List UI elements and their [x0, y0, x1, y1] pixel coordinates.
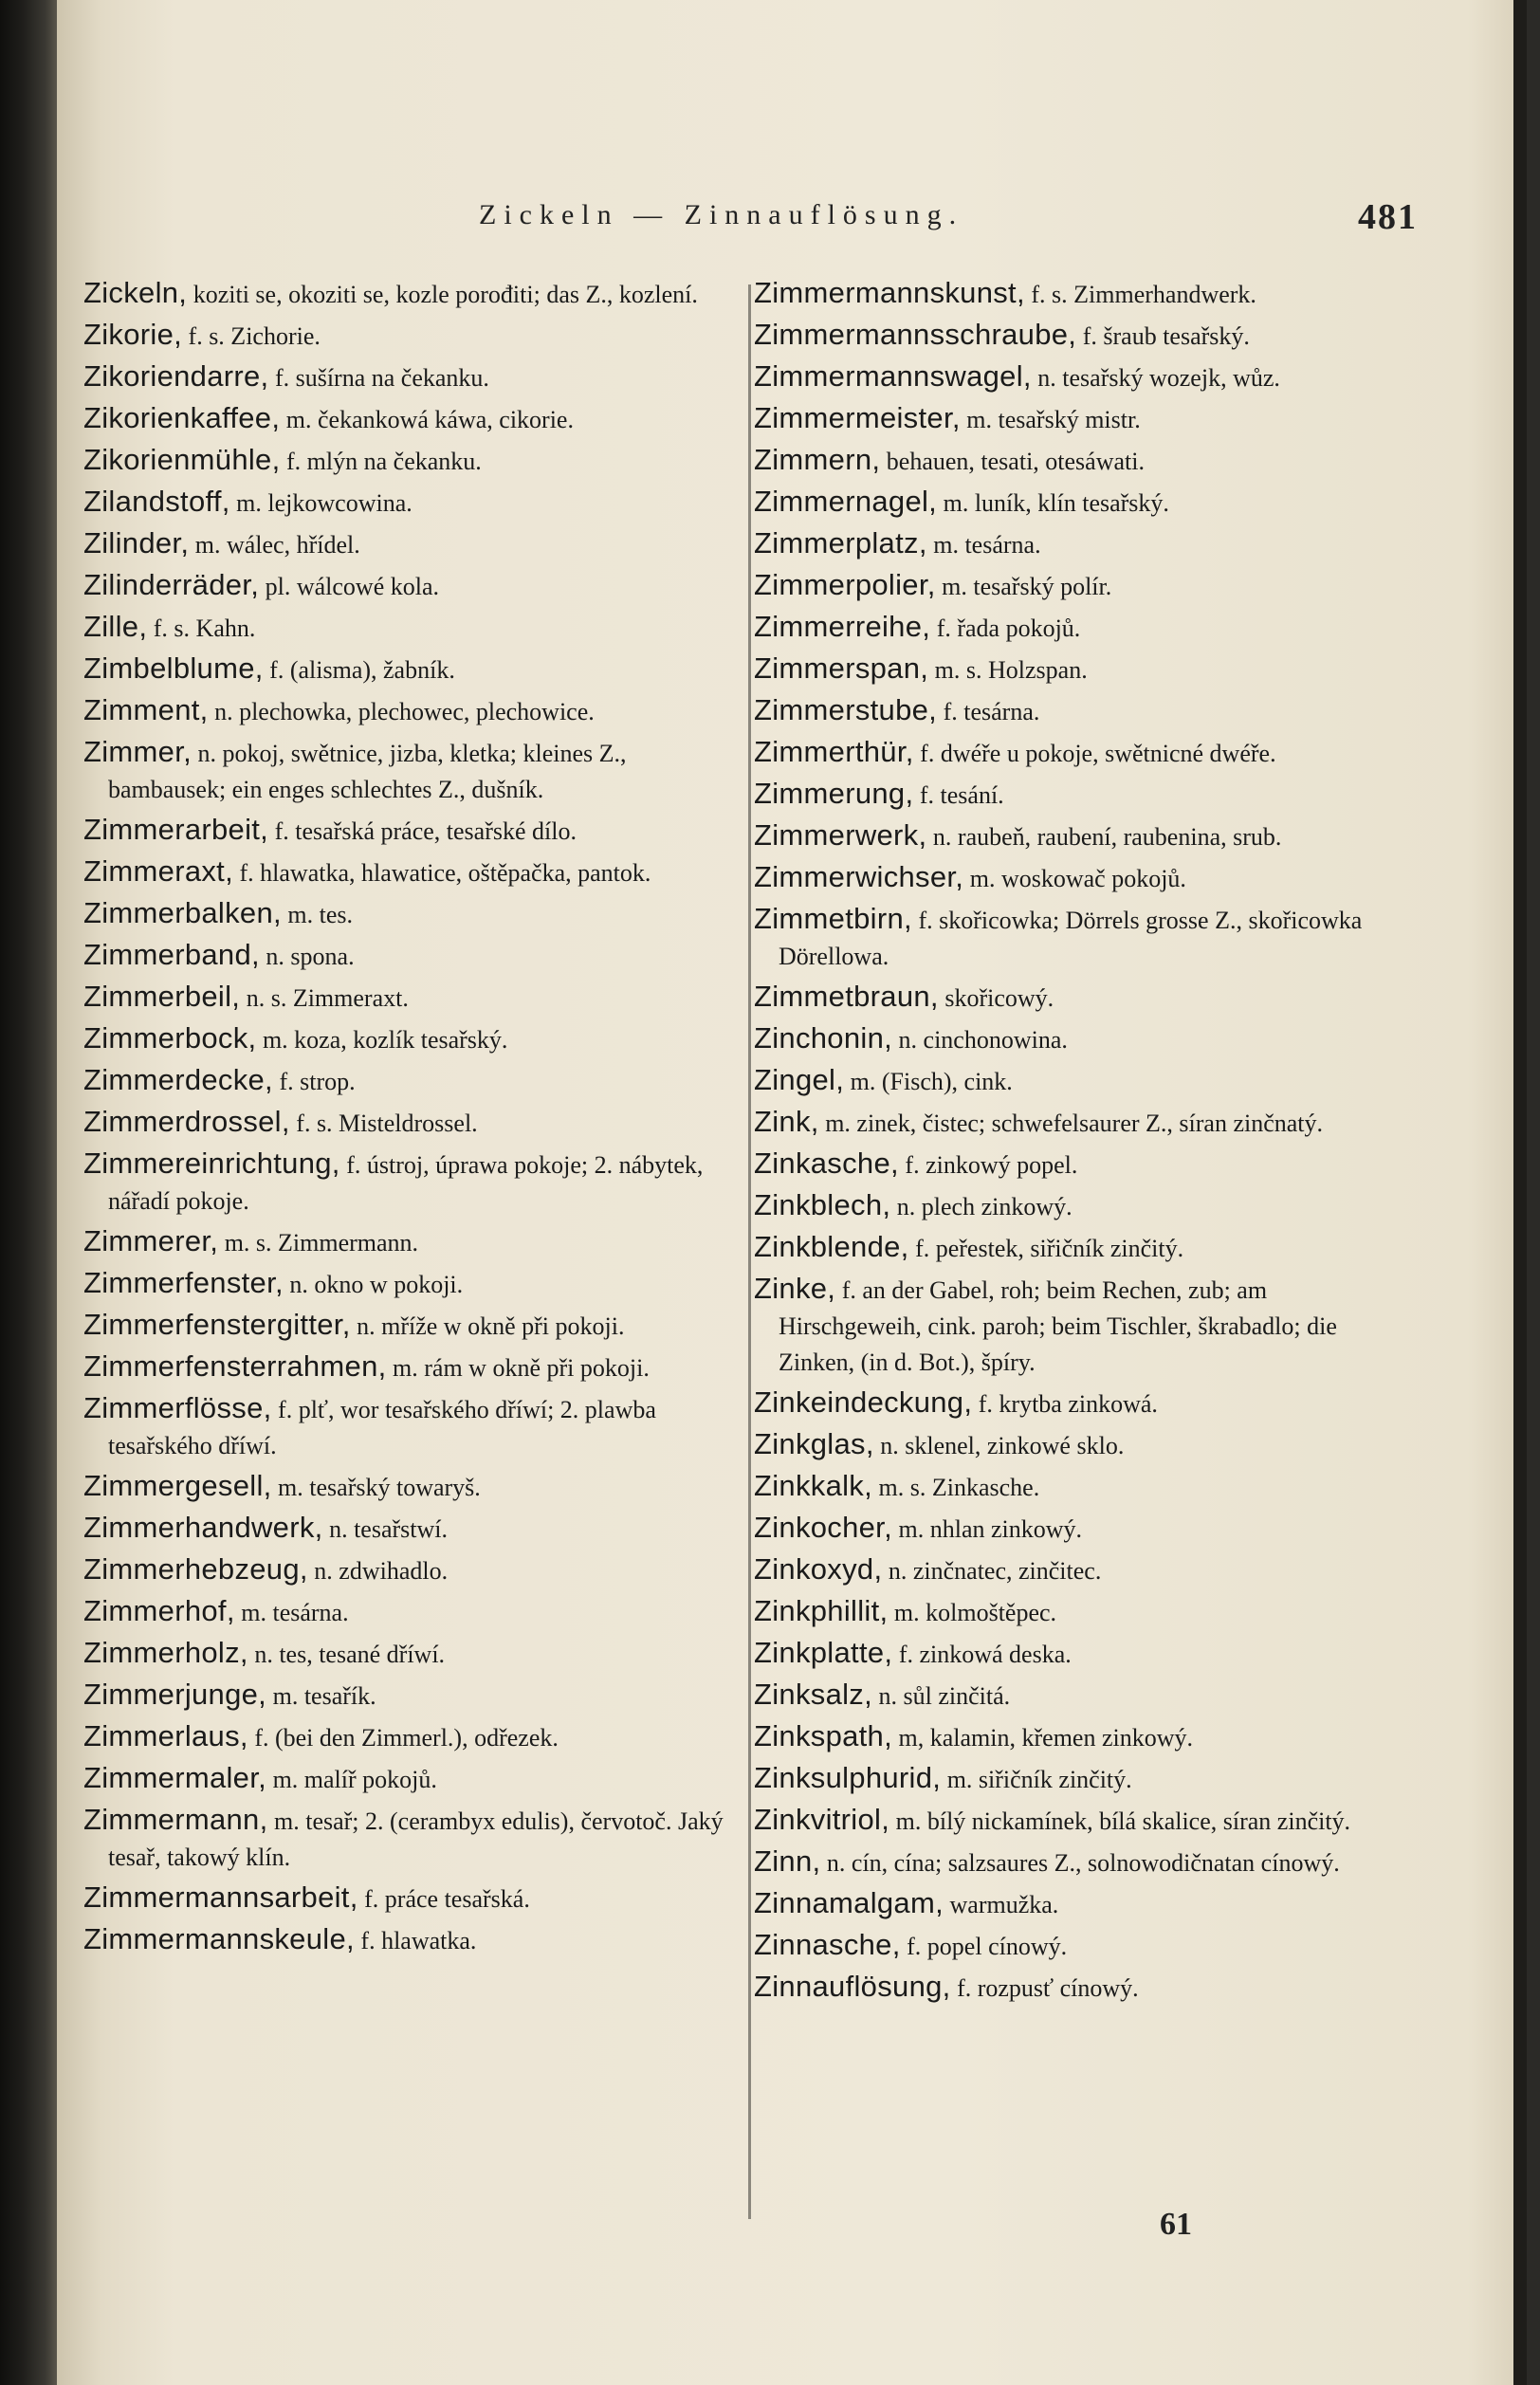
dictionary-entry — [754, 901, 1394, 975]
dictionary-entry — [83, 275, 724, 313]
dictionary-entry — [754, 1426, 1394, 1464]
dictionary-entry — [754, 1927, 1394, 1965]
entry-definition: m. wálec, hřídel. — [194, 531, 360, 559]
entry-headword: Zinkphillit, — [754, 1594, 889, 1627]
entry-headword: Zikorienmühle, — [83, 443, 281, 476]
dictionary-entry — [754, 1062, 1394, 1100]
entry-definition: f. řada pokojů. — [936, 615, 1081, 642]
entry-headword: Zimmerbock, — [83, 1021, 257, 1055]
dictionary-entry — [754, 1593, 1394, 1631]
entry-definition: m. nhlan zinkowý. — [898, 1515, 1083, 1543]
dictionary-entry — [754, 484, 1394, 522]
entry-headword: Zille, — [83, 610, 148, 643]
entry-definition: f. hlawatka. — [360, 1927, 477, 1954]
entry-headword: Zimmerthür, — [754, 735, 914, 768]
dictionary-entry — [754, 692, 1394, 730]
entry-headword: Zimmermannswagel, — [754, 359, 1032, 393]
entry-headword: Zimmerbeil, — [83, 980, 241, 1013]
dictionary-entry — [754, 979, 1394, 1017]
right-column — [754, 275, 1394, 2010]
entry-definition: f. s. Misteldrossel. — [296, 1110, 478, 1137]
entry-definition: f. práce tesařská. — [364, 1885, 530, 1913]
entry-headword: Zimmermannskeule, — [83, 1922, 355, 1955]
entry-headword: Zimmermeister, — [754, 401, 961, 434]
entry-definition: koziti se, okoziti se, kozle porođiti; das Z., kozlení. — [192, 281, 698, 308]
entry-definition: f. strop. — [279, 1068, 356, 1095]
entry-headword: Zimmermannsschraube, — [754, 318, 1077, 351]
entry-definition: m. tesařský mistr. — [966, 406, 1141, 433]
entry-definition: n. tes, tesané dříwí. — [254, 1641, 446, 1668]
entry-definition: f. zinkowá deska. — [898, 1641, 1072, 1668]
book-spine-shadow — [0, 0, 57, 2385]
entry-definition: m. s. Zinkasche. — [878, 1474, 1040, 1501]
entry-definition: f. zinkowý popel. — [905, 1151, 1078, 1179]
entry-headword: Zinkkalk, — [754, 1469, 873, 1502]
entry-headword: Zinkblech, — [754, 1188, 891, 1221]
dictionary-entry — [83, 812, 724, 850]
entry-headword: Zimmermannsarbeit, — [83, 1880, 358, 1914]
entry-definition: f. skořicowka; Dörrels grosse Z., skořicowka Dörellowa. — [779, 907, 1363, 970]
dictionary-entry — [83, 1551, 724, 1589]
entry-headword: Zimmermann, — [83, 1803, 268, 1836]
entry-definition: m. tesařík. — [272, 1682, 376, 1710]
entry-headword: Zinkblende, — [754, 1230, 909, 1263]
entry-definition: f. s. Zichorie. — [188, 322, 321, 350]
entry-definition: f. dwéře u pokoje, swětnicné dwéře. — [920, 740, 1276, 767]
entry-headword: Zimmerpolier, — [754, 568, 936, 601]
dictionary-entry — [754, 275, 1394, 313]
entry-definition: f. s. Zimmerhandwerk. — [1031, 281, 1256, 308]
entry-definition: f. popel cínowý. — [907, 1933, 1068, 1960]
dictionary-entry — [754, 567, 1394, 605]
dictionary-entry — [83, 525, 724, 563]
entry-definition: n. plechowka, plechowec, plechowice. — [214, 698, 595, 725]
entry-definition: f. šraub tesařský. — [1082, 322, 1250, 350]
entry-definition: f. (alisma), žabník. — [269, 656, 455, 684]
entry-definition: skořicowý. — [944, 984, 1054, 1012]
entry-definition: n. plech zinkowý. — [896, 1193, 1072, 1220]
entry-definition: n. okno w pokoji. — [289, 1271, 464, 1298]
dictionary-entry — [83, 1677, 724, 1715]
entry-definition: n. cín, cína; salzsaures Z., solnowodičnatan cínowý. — [826, 1849, 1340, 1877]
dictionary-entry — [754, 525, 1394, 563]
dictionary-entry — [754, 1020, 1394, 1058]
page-number: 481 — [1358, 197, 1418, 237]
entry-headword: Zimmerband, — [83, 938, 260, 971]
entry-definition: f. s. Kahn. — [153, 615, 256, 642]
entry-definition: m. woskowač pokojů. — [969, 865, 1186, 892]
entry-definition: m. s. Holzspan. — [934, 656, 1088, 684]
entry-headword: Zimmereinrichtung, — [83, 1147, 340, 1180]
entry-headword: Zimbelblume, — [83, 651, 264, 685]
dictionary-entry — [83, 1390, 724, 1464]
entry-headword: Zimmerreihe, — [754, 610, 931, 643]
entry-headword: Zickeln, — [83, 276, 188, 309]
entry-definition: f. an der Gabel, roh; beim Rechen, zub; am Hirschgeweih, cink. paroh; beim Tischler, škrabadlo; die Zinken, (in d. Bot.), špíry. — [779, 1276, 1337, 1376]
entry-definition: f. peřestek, siřičník zinčitý. — [915, 1235, 1184, 1262]
dictionary-entry — [83, 484, 724, 522]
dictionary-entry — [754, 1385, 1394, 1422]
dictionary-entry — [83, 1593, 724, 1631]
entry-headword: Zimmerfensterrahmen, — [83, 1349, 387, 1383]
dictionary-entry — [83, 1921, 724, 1959]
dictionary-entry — [754, 1468, 1394, 1506]
entry-definition: m. (Fisch), cink. — [850, 1068, 1013, 1095]
dictionary-entry — [83, 1146, 724, 1220]
left-column — [83, 275, 724, 1963]
entry-headword: Zinchonin, — [754, 1021, 893, 1055]
entry-definition: m. tesárna. — [933, 531, 1041, 559]
entry-definition: m. kolmoštěpec. — [893, 1599, 1057, 1626]
entry-headword: Zimmerdecke, — [83, 1063, 273, 1096]
entry-headword: Zimmerwichser, — [754, 860, 964, 893]
entry-definition: n. zdwihadlo. — [314, 1557, 449, 1585]
entry-definition: n. zinčnatec, zinčitec. — [888, 1557, 1102, 1585]
entry-definition: m. tesárna. — [241, 1599, 349, 1626]
dictionary-entry — [754, 442, 1394, 480]
entry-headword: Zimmerstube, — [754, 693, 938, 726]
entry-headword: Zimmerwerk, — [754, 818, 927, 852]
dictionary-entry — [754, 734, 1394, 772]
entry-headword: Zimmerhof, — [83, 1594, 235, 1627]
entry-definition: f. tesání. — [919, 781, 1004, 809]
entry-headword: Zinnamalgam, — [754, 1886, 944, 1919]
entry-definition: f. plť, wor tesařského dříwí; 2. plawba tesařského dříwí. — [108, 1396, 656, 1459]
dictionary-entry — [83, 651, 724, 688]
dictionary-entry — [83, 567, 724, 605]
entry-definition: n. sůl zinčitá. — [878, 1682, 1011, 1710]
column-divider — [748, 284, 751, 2219]
dictionary-entry — [754, 1510, 1394, 1548]
dictionary-entry — [754, 609, 1394, 647]
entry-definition: m. bílý nickamínek, bílá skalice, síran zinčitý. — [895, 1807, 1351, 1835]
dictionary-entry — [754, 1229, 1394, 1267]
entry-headword: Zinnauflösung, — [754, 1970, 951, 2003]
entry-headword: Zimmerjunge, — [83, 1678, 267, 1711]
entry-definition: n. tesařstwí. — [329, 1515, 448, 1543]
entry-headword: Zimmerfenster, — [83, 1266, 284, 1299]
dictionary-entry — [754, 776, 1394, 814]
entry-definition: f. ústroj, úprawa pokoje; 2. nábytek, nářadí pokoje. — [108, 1151, 704, 1215]
entry-headword: Zimmerung, — [754, 777, 914, 810]
dictionary-entry — [83, 1307, 724, 1345]
entry-headword: Zimmerplatz, — [754, 526, 927, 560]
entry-headword: Zimmerspan, — [754, 651, 929, 685]
entry-definition: m. tesařský towaryš. — [278, 1474, 481, 1501]
entry-headword: Zikorie, — [83, 318, 183, 351]
entry-headword: Zinkasche, — [754, 1147, 899, 1180]
dictionary-entry — [83, 609, 724, 647]
dictionary-entry — [83, 358, 724, 396]
entry-headword: Zimmern, — [754, 443, 881, 476]
entry-definition: behauen, tesati, otesáwati. — [886, 448, 1145, 475]
entry-headword: Zilinderräder, — [83, 568, 260, 601]
entry-headword: Zinke, — [754, 1272, 836, 1305]
dictionary-entry — [754, 1635, 1394, 1673]
signature-mark: 61 — [1160, 2207, 1192, 2242]
entry-definition: m. čekankowá káwa, cikorie. — [285, 406, 574, 433]
entry-headword: Zimmer, — [83, 735, 192, 768]
entry-definition: n. tesařský wozejk, wůz. — [1037, 364, 1280, 392]
dictionary-entry — [83, 1265, 724, 1303]
dictionary-entry — [83, 1020, 724, 1058]
entry-headword: Zinksulphurid, — [754, 1761, 942, 1794]
entry-definition: n. spona. — [266, 943, 355, 970]
running-title: Zickeln — Zinnauflösung. — [479, 199, 964, 230]
entry-definition: f. hlawatka, hlawatice, oštěpačka, pantok. — [239, 859, 651, 887]
dictionary-entry — [83, 442, 724, 480]
dictionary-entry — [754, 1271, 1394, 1381]
entry-headword: Zimmerhebzeug, — [83, 1552, 308, 1586]
dictionary-entry — [83, 1802, 724, 1876]
entry-headword: Zilinder, — [83, 526, 190, 560]
dictionary-entry — [754, 1885, 1394, 1923]
entry-definition: m. luník, klín tesařský. — [943, 489, 1169, 517]
entry-definition: warmužka. — [949, 1891, 1059, 1918]
dictionary-entry — [754, 358, 1394, 396]
dictionary-entry — [83, 853, 724, 891]
entry-headword: Zimmeraxt, — [83, 854, 233, 888]
dictionary-entry — [754, 400, 1394, 438]
entry-headword: Zikorienkaffee, — [83, 401, 281, 434]
entry-headword: Zimmetbraun, — [754, 980, 939, 1013]
entry-headword: Zimmernagel, — [754, 485, 938, 518]
dictionary-entry — [83, 400, 724, 438]
entry-definition: m. koza, kozlík tesařský. — [262, 1026, 508, 1054]
entry-definition: m. tes. — [287, 901, 354, 928]
entry-definition: f. krytba zinkowá. — [978, 1390, 1158, 1418]
dictionary-entry — [83, 1468, 724, 1506]
entry-headword: Zinkvitriol, — [754, 1803, 890, 1836]
entry-headword: Zimmerholz, — [83, 1636, 248, 1669]
dictionary-entry — [754, 1677, 1394, 1715]
dictionary-entry — [754, 1844, 1394, 1881]
dictionary-entry — [754, 859, 1394, 897]
dictionary-entry — [83, 1510, 724, 1548]
entry-headword: Zimmerfenstergitter, — [83, 1308, 351, 1341]
entry-headword: Zinkplatte, — [754, 1636, 893, 1669]
entry-headword: Zimmerdrossel, — [83, 1105, 290, 1138]
dictionary-entry — [83, 317, 724, 355]
entry-definition: m. tesařský polír. — [942, 573, 1112, 600]
dictionary-entry — [754, 1969, 1394, 2007]
entry-definition: n. mříže w okně při pokoji. — [357, 1312, 625, 1340]
entry-definition: pl. wálcowé kola. — [265, 573, 440, 600]
entry-headword: Zimmerarbeit, — [83, 813, 269, 846]
entry-headword: Zinnasche, — [754, 1928, 901, 1961]
entry-headword: Zinkoxyd, — [754, 1552, 883, 1586]
dictionary-entry — [83, 734, 724, 808]
entry-headword: Zinkeindeckung, — [754, 1385, 973, 1419]
entry-headword: Zingel, — [754, 1063, 845, 1096]
entry-headword: Zimmerlaus, — [83, 1719, 248, 1752]
dictionary-entry — [754, 1718, 1394, 1756]
entry-definition: f. (bei den Zimmerl.), odřezek. — [254, 1724, 559, 1752]
dictionary-entry — [83, 937, 724, 975]
dictionary-entry — [83, 1718, 724, 1756]
entry-headword: Zinksalz, — [754, 1678, 873, 1711]
entry-headword: Zimment, — [83, 693, 209, 726]
dictionary-entry — [83, 895, 724, 933]
dictionary-entry — [754, 651, 1394, 688]
entry-headword: Zikoriendarre, — [83, 359, 269, 393]
entry-definition: m. siřičník zinčitý. — [946, 1766, 1132, 1793]
entry-definition: f. tesařská práce, tesařské dílo. — [274, 817, 577, 845]
entry-definition: f. tesárna. — [943, 698, 1040, 725]
dictionary-entry — [754, 1104, 1394, 1142]
entry-headword: Zimmermannskunst, — [754, 276, 1025, 309]
entry-definition: f. mlýn na čekanku. — [286, 448, 482, 475]
entry-definition: m. rám w okně při pokoji. — [393, 1354, 650, 1382]
dictionary-entry — [83, 1760, 724, 1798]
dictionary-entry — [754, 1551, 1394, 1589]
dictionary-page — [57, 0, 1527, 2385]
entry-definition: n. raubeň, raubení, raubenina, srub. — [932, 823, 1282, 851]
entry-headword: Zinkglas, — [754, 1427, 874, 1460]
entry-headword: Zinkspath, — [754, 1719, 893, 1752]
entry-headword: Zimmetbirn, — [754, 902, 912, 935]
entry-definition: f. rozpusť cínowý. — [957, 1974, 1139, 2002]
dictionary-entry — [83, 979, 724, 1017]
entry-definition: n. pokoj, swětnice, jizba, kletka; kleines Z., bambausek; ein enges schlechtes Z., dušník. — [108, 740, 627, 803]
dictionary-entry — [83, 1223, 724, 1261]
entry-headword: Zimmerbalken, — [83, 896, 282, 929]
dictionary-entry — [754, 1146, 1394, 1183]
entry-headword: Zimmergesell, — [83, 1469, 272, 1502]
entry-definition: m. malíř pokojů. — [272, 1766, 437, 1793]
entry-headword: Zimmerflösse, — [83, 1391, 272, 1424]
entry-headword: Zilandstoff, — [83, 485, 230, 518]
dictionary-entry — [83, 1635, 724, 1673]
entry-definition: f. sušírna na čekanku. — [274, 364, 489, 392]
entry-definition: m. lejkowcowina. — [236, 489, 412, 517]
entry-headword: Zimmermaler, — [83, 1761, 267, 1794]
entry-headword: Zinn, — [754, 1844, 821, 1878]
entry-definition: n. cinchonowina. — [898, 1026, 1068, 1054]
dictionary-entry — [83, 1880, 724, 1917]
entry-definition: m, kalamin, křemen zinkowý. — [898, 1724, 1193, 1752]
dictionary-entry — [83, 1062, 724, 1100]
dictionary-entry — [83, 692, 724, 730]
dictionary-entry — [754, 1802, 1394, 1840]
entry-headword: Zimmerhandwerk, — [83, 1511, 323, 1544]
dictionary-entry — [83, 1348, 724, 1386]
dictionary-entry — [754, 1187, 1394, 1225]
entry-definition: n. sklenel, zinkowé sklo. — [880, 1432, 1125, 1459]
entry-definition: m. s. Zimmermann. — [224, 1229, 419, 1257]
entry-headword: Zinkocher, — [754, 1511, 893, 1544]
entry-definition: m. zinek, čistec; schwefelsaurer Z., síran zinčnatý. — [825, 1110, 1324, 1137]
dictionary-entry — [83, 1104, 724, 1142]
dictionary-entry — [754, 1760, 1394, 1798]
dictionary-entry — [754, 317, 1394, 355]
page-edge-shadow — [1513, 0, 1527, 2385]
entry-definition: m. tesař; 2. (cerambyx edulis), červotoč. Jaký tesař, takowý klín. — [108, 1807, 724, 1871]
dictionary-entry — [754, 817, 1394, 855]
entry-definition: n. s. Zimmeraxt. — [246, 984, 409, 1012]
entry-headword: Zink, — [754, 1105, 819, 1138]
entry-headword: Zimmerer, — [83, 1224, 219, 1257]
